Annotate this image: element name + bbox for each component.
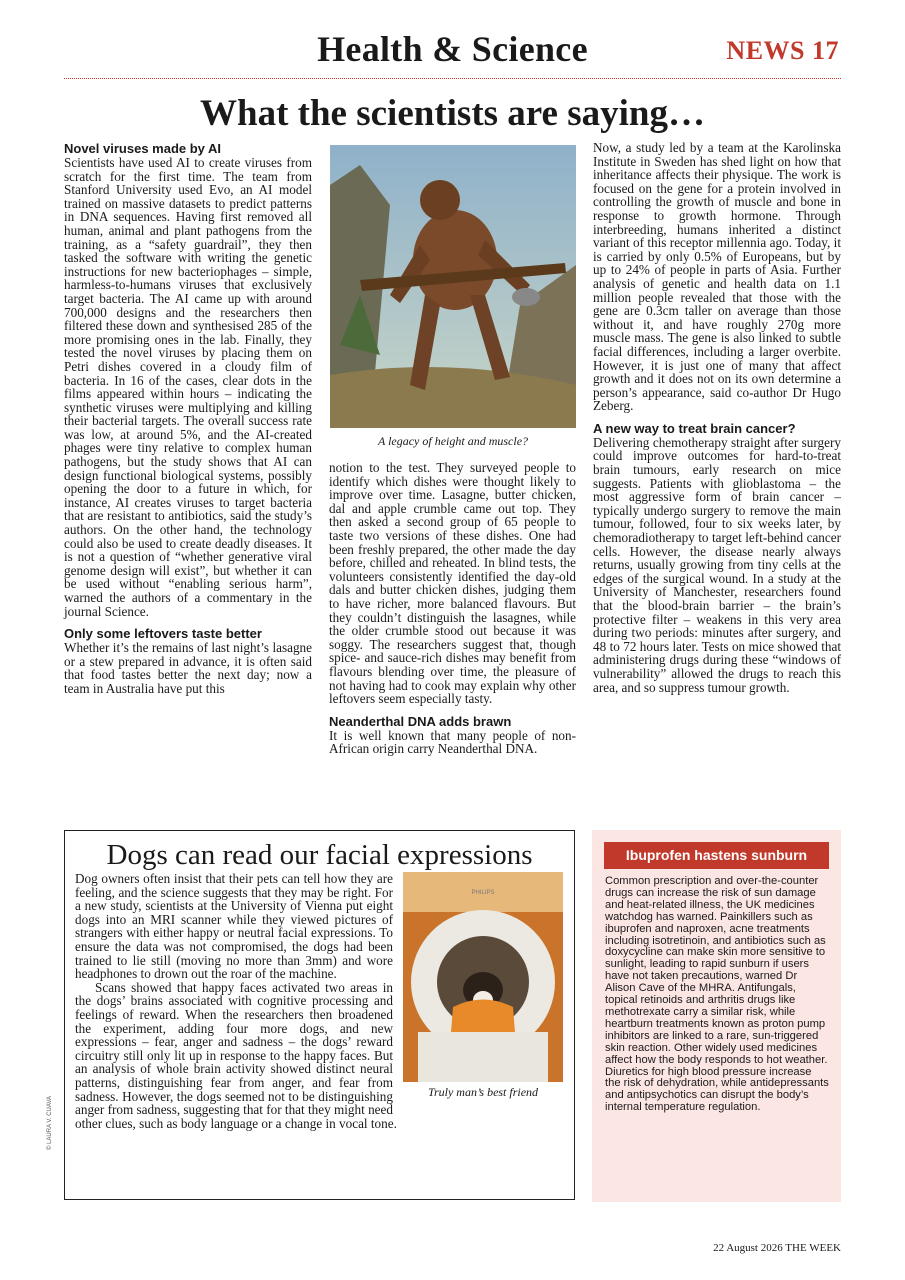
article-title-leftovers: Only some leftovers taste better <box>64 626 262 642</box>
photo-credit: © LAURA V. CUAVA <box>47 1096 53 1150</box>
dogs-feature-box <box>64 830 575 1200</box>
column-right <box>593 141 841 694</box>
dogs-paragraph-2: Scans showed that happy faces activated two areas in the dogs’ brains associated with cognitive processing and feelings of reward. When the researchers then broadened the experiment, adding four more dogs, and new expressions – fear, anger and sadness – the dogs’ reward circuitry still only lit up in response to the happy faces. But an analysis of whole brain activity showed distinct neural patterns, distinguishing fear from anger, and fear from sadness. However, the dogs seemed not to be distinguishing anger from sadness, suggesting that for that they might need other clues, such as body language or a change in vocal tone. <box>75 979 397 1131</box>
article-body-neanderthal-2: Now, a study led by a team at the Karolinska Institute in Sweden has shed light on how that inheritance affects their physique. The work is focused on the gene for a protein involved in controlling the growth of muscle and bone in response to growth hormone. Through interbreeding, humans inherited a distinct variant of this receptor millennia ago. Today, it is carried by only 0.5% of Europeans, but by up to 24% of people in parts of Asia. Further analysis of genetic and health data on 1.1 million people revealed that those with the gene are 0.3cm taller on average than those without it, and have roughly 270g more muscle mass. The gene is also linked to subtle facial differences, including a larger overbite. However, it is just one of many that affect growth and it does not on its own determine a person’s appearance, said co-author Dr Hugo Zeberg. <box>593 140 841 414</box>
dogs-feature-text <box>75 872 563 1130</box>
article-title-neanderthal: Neanderthal DNA adds brawn <box>329 713 512 729</box>
article-body-leftovers-1: Whether it’s the remains of last night’s lasagne or a stew prepared in advance, it is often said that food tastes better the next day; now a team in Australia have put this <box>64 640 312 696</box>
column-left <box>64 141 312 696</box>
ibuprofen-sidebar-box <box>592 830 841 1202</box>
page-number-label: NEWS 17 <box>726 36 839 65</box>
article-body-leftovers-2: notion to the test. They surveyed people to identify which dishes were thought likely to improve over time. Lasagne, butter chicken, dal and apple crumble came out top. They then asked a second group of 65 people to taste two versions of these dishes. One had been freshly prepared, the other made the day before, chilled and reheated. In blind tests, the volunteers consistently identified the day-old dals and butter chicken dishes, judging them to have richer, more balanced flavours. But they couldn’t distinguish the lasagnes, while the older crumble stood out because it was soggy. The researchers suggest that, though spice- and sauce-rich dishes may benefit from flavours blending over time, the pleasure of not having had to cook may explain why other leftovers seem especially tasty. <box>329 460 576 707</box>
column-middle <box>329 461 576 756</box>
article-title-cancer: A new way to treat brain cancer? <box>593 420 796 436</box>
neanderthal-illustration <box>330 145 576 428</box>
page-headline: What the scientists are saying… <box>200 93 705 134</box>
photo-caption-dog: Truly man’s best friend <box>427 1085 539 1099</box>
article-body-cancer: Delivering chemotherapy straight after surgery could improve outcomes for hard-to-treat brain tumours, early research on mice suggests. Patients with glioblastoma – the most aggressive form of brain cancer – typically undergo surgery to remove the main tumour, followed, four to six weeks later, by chemoradiotherapy to target left-behind cancer cells. However, the disease nearly always returns, usually growing from tiny cells at the edges of the surgical wound. In a study at the University of Manchester, researchers found that the blood-brain barrier – the brain’s protective filter – weakens in this very area during two periods: minutes after surgery, and 48 to 72 hours later. Tests on mice showed that administering drugs during these “windows of vulnerability” allowed the drugs to reach this area, and so suppress tumour growth. <box>593 434 841 695</box>
dogs-paragraph-1: Dog owners often insist that their pets can tell how they are feeling, and the science suggests that they may be right. For a new study, scientists at the University of Vienna put eight dogs into an MRI scanner while they viewed pictures of strangers with either happy or neutral facial expressions. To ensure the data was not compromised, the dogs had been trained to lie still (moving no more than 3mm) and wore headphones to drown out the roar of the machine. <box>75 871 393 982</box>
article-body-viruses: Scientists have used AI to create viruses from scratch for the first time. The team from Stanford University used Evo, an AI model trained on massive datasets to predict patterns in DNA sequences. Having first removed all human, animal and plant pathogens from the training, as a “safety guardrail”, they then tasked the software with writing the genetic instructions for new bacteriophages – simple, harmless-to-humans viruses that exclusively target bacteria. The AI came up with around 700,000 designs and the researchers then filtered these down and synthesised 285 of the more promising ones in the lab. Finally, they tested the novel viruses by placing them on Petri dishes covered in a cloudy film of bacteria. In 16 of the cases, clear dots in the films appeared within hours – indicating the synthetic viruses were multiplying and killing their bacterial targets. The overall success rate was low, at around 5%, and the AI-created phages were tiny relative to complex human pathogens, but the study shows that AI can design functional biological systems, possibly opening the door to a future in which, for instance, AI creates viruses to target bacteria that are resistant to antibiotics, said the study’s authors. On the other hand, the technology could also be used to create deadly diseases. It is not a question of “whether generative viral genome design will exist”, but whether it can be used without “enabling serious harm”, warned the authors of a commentary in the journal Science. <box>64 155 312 619</box>
page-footer: 22 August 2026 THE WEEK <box>713 1242 841 1254</box>
dog-mri-photo <box>403 872 563 1107</box>
section-title: Health & Science <box>317 29 588 69</box>
dogs-feature-title: Dogs can read our facial expressions <box>106 839 533 871</box>
article-body-neanderthal-1: It is well known that many people of non-African origin carry Neanderthal DNA. <box>329 727 576 757</box>
scanner-brand: PHILIPS <box>471 890 495 896</box>
ibuprofen-title: Ibuprofen hastens sunburn <box>604 842 829 869</box>
article-title-viruses: Novel viruses made by AI <box>64 141 222 156</box>
header-divider <box>64 78 841 79</box>
ibuprofen-body: Common prescription and over-the-counter drugs can increase the risk of sun damage and heat-related illness, the UK medicines watchdog has warned. Painkillers such as ibuprofen and naproxen, acne treatments including isotretinoin, and antibiotics such as doxycycline can make skin more sensitive to sunlight, leading to rapid sunburn if users have not taken precautions, warned Dr Alison Cave of the MHRA. Antifungals, topical retinoids and arthritis drugs like methotrexate carry a similar risk, while heartburn treatments known as proton pump inhibitors are linked to a rare, sun-triggered skin reaction. Other widely used medicines affect how the body responds to hot weather. Diuretics for high blood pressure increase the risk of dehydration, while antidepressants and antipsychotics can disrupt the body’s internal temperature regulation. <box>605 875 829 1114</box>
photo-caption-neanderthal: A legacy of height and muscle? <box>377 434 529 448</box>
